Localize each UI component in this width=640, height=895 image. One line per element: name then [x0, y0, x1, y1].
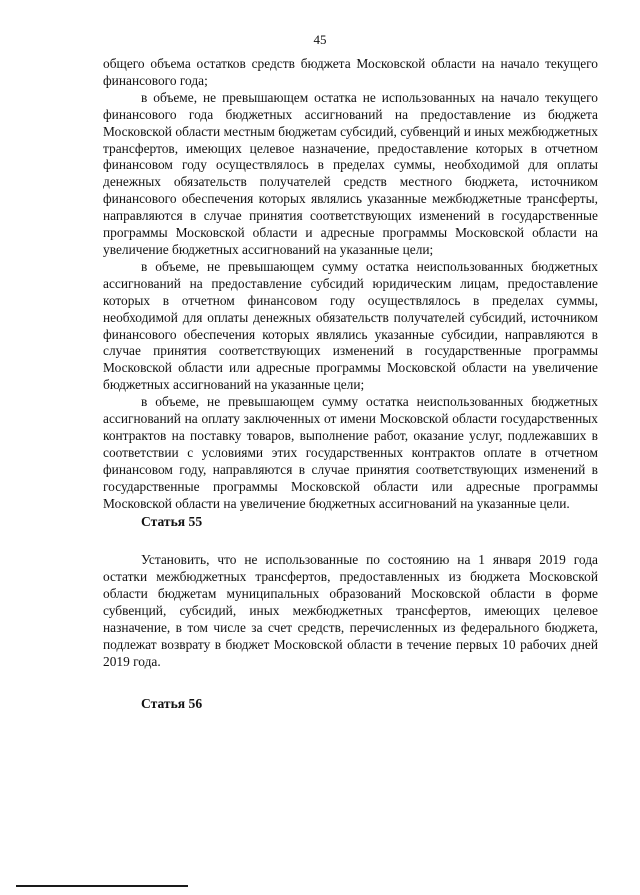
article-55-text: Установить, что не использованные по состоянию на 1 января 2019 года остатки межбюджетных трансфертов, предоставленных из бюджета Московской области бюджетам муниципальных образований Московской области в форме субвенций, субсидий, иных межбюджетных трансфертов, имеющих целевое назначение, в том числе за счет средств, перечисленных из федерального бюджета, подлежат возврату в бюджет Московской области в течение первых 10 рабочих дней 2019 года.: [103, 552, 598, 669]
footer-rule: [16, 885, 188, 887]
article-55-heading: Статья 55: [141, 514, 203, 530]
document-body: [103, 56, 598, 713]
paragraph-1: общего объема остатков средств бюджета Московской области на начало текущего финансового года;: [103, 56, 598, 88]
paragraph-2: в объеме, не превышающем остатка не использованных на начало текущего финансового года бюджетных ассигнований на предоставление из бюджета Московской области местным бюджетам субсидий, субвенций и иных межбюджетных трансфертов, имеющих целевое назначение, предоставление которых в отчетном финансовом году осуществлялось в пределах суммы, необходимой для оплаты денежных обязательств получателей средств местного бюджета, источником финансового обеспечения которых являлись указанные межбюджетные трансферты, направляются в случае принятия соответствующих изменений в государственные программы Московской области и адресные программы Московской области на увеличение бюджетных ассигнований на указанные цели;: [103, 89, 598, 257]
page-number: 45: [313, 32, 327, 47]
article-56-heading: Статья 56: [141, 695, 203, 711]
paragraph-4: в объеме, не превышающем сумму остатка неиспользованных бюджетных ассигнований на оплату заключенных от имени Московской области государственных контрактов на поставку товаров, выполнение работ, оказание услуг, подлежавших в соответствии с условиями этих государственных контрактов оплате в отчетном финансовом году, направляются в случае принятия соответствующих изменений в государственные программы Московской области или адресные программы Московской области на увеличение бюджетных ассигнований на указанные цели.: [103, 394, 598, 511]
paragraph-3: в объеме, не превышающем сумму остатка неиспользованных бюджетных ассигнований на предоставление субсидий юридическим лицам, предоставление которых в отчетном финансовом году осуществлялось в пределах суммы, необходимой для оплаты денежных обязательств получателей субсидий, источником финансового обеспечения которых являлись указанные субсидии, направляются в случае принятия соответствующих изменений в государственные программы Московской области или адресные программы Московской области на увеличение бюджетных ассигнований на указанные цели;: [103, 258, 598, 393]
